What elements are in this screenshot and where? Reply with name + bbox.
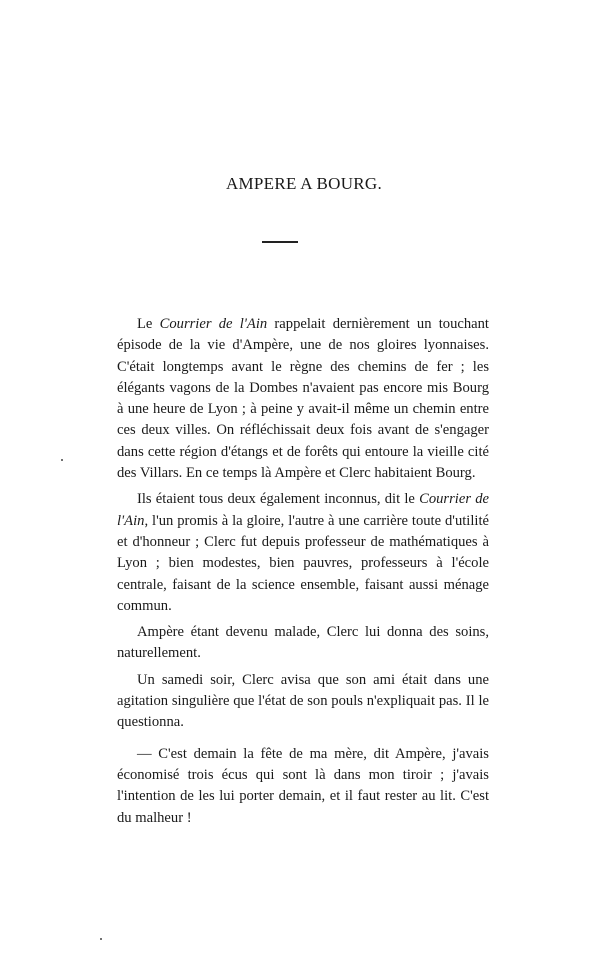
title-separator-rule [262,241,298,243]
paragraph-5: — C'est demain la fête de ma mère, dit Ampère, j'avais économisé trois écus qui sont là dans mon tiroir ; j'avais l'intention de les lui porter demain, et il faut rester au lit. C'est du malheur ! [117,745,489,826]
paragraph-1: Le Courrier de l'Ain rappelait dernièrement un touchant épisode de la vie d'Ampère, une de nos gloires lyonnaises. C'était longtemps avant le règne des chemins de fer ; les élégants vagons de la Dombes n'avaient pas encore mis Bourg à une heure de Lyon ; à peine y avait-il même un chemin entre ces deux villes. On réfléchissait deux fois avant de s'engager dans cette région d'étangs et de forêts qui entoure la vieille cité des Villars. En ce temps là Ampère et Clerc habitaient Bourg. [117,316,489,482]
paragraph-3: Ampère étant devenu malade, Clerc lui donna des soins, naturellement. [117,624,489,662]
newspaper-title: Courrier de l'Ain [117,491,489,529]
newspaper-title: Courrier de l'Ain [159,316,268,332]
chapter-title: AMPERE A BOURG. [225,174,383,193]
paragraph-2: Ils étaient tous deux également inconnus, dit le Courrier de l'Ain, l'un promis à la gloire, l'autre à une carrière toute d'utilité et d'honneur ; Clerc fut depuis professeur de mathématiques à Lyon ; bien modestes, bien pauvres, professeurs à l'école centrale, faisant de la science ensemble, faisant aussi ménage commun. [117,491,489,614]
paragraph-4: Un samedi soir, Clerc avisa que son ami était dans une agitation singulière que l'état de son pouls n'expliquait pas. Il le questionna. [117,671,489,731]
chapter-body [117,314,489,834]
margin-speck [100,938,102,940]
margin-speck [61,459,63,461]
